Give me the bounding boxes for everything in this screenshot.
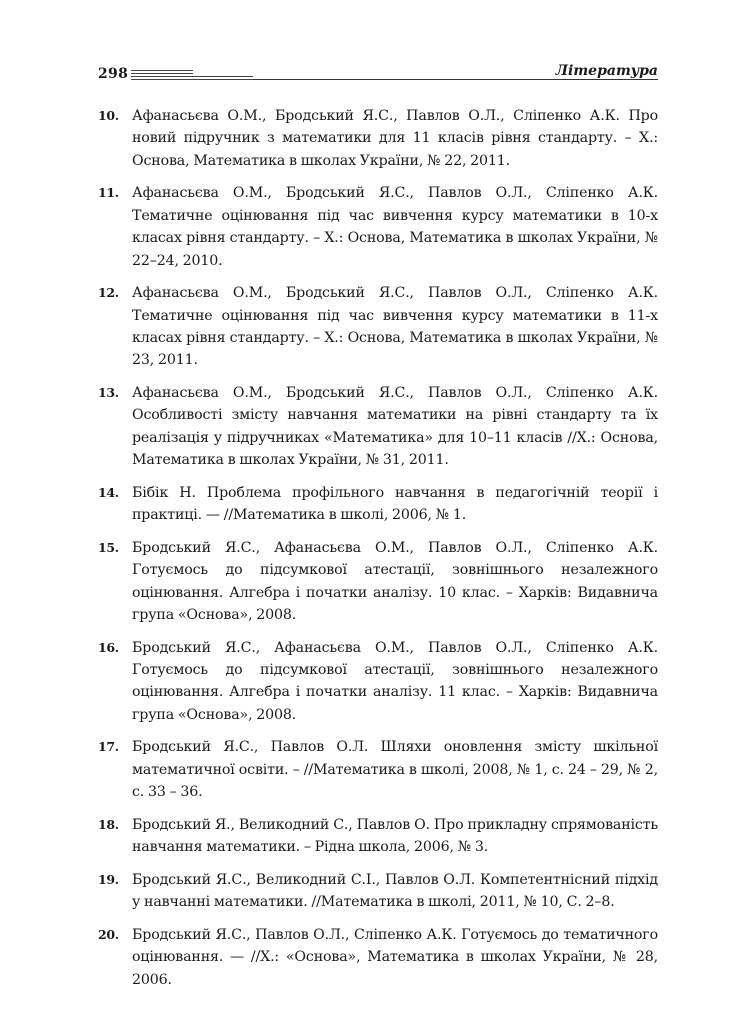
reference-number: 14. xyxy=(98,484,119,500)
reference-item xyxy=(98,869,658,914)
reference-list xyxy=(98,105,658,1001)
page-header xyxy=(98,64,658,86)
reference-item xyxy=(98,105,658,172)
reference-text: Афанасьєва О.М., Бродський Я.С., Павлов О.Л., Сліпенко А.К. Про новий підручник з математики для 11 класів рівня стандарту. – Х.: Основа, Математика в школах України, № 22, 2011. xyxy=(132,108,658,169)
reference-item xyxy=(98,537,658,627)
reference-item xyxy=(98,382,658,472)
reference-number: 19. xyxy=(98,871,119,887)
reference-item xyxy=(98,637,658,727)
reference-text: Бродський Я.С., Великодний С.І., Павлов О.Л. Компетентнісний підхід у навчанні математики. //Математика в школі, 2011, № 10, С. 2–8. xyxy=(132,871,658,911)
reference-text: Бродський Я.С., Павлов О.Л., Сліпенко А.К. Готуємось до тематичного оцінювання. — //Х.: «Основа», Математика в школах України, № 28, 2006. xyxy=(132,926,658,988)
section-title: Література xyxy=(555,63,658,79)
header-ornament-lines xyxy=(131,70,253,82)
reference-item xyxy=(98,482,658,527)
reference-text: Бродський Я.С., Афанасьєва О.М., Павлов О.Л., Сліпенко А.К. Готуємось до підсумкової атестації, зовнішнього незалежного оцінювання. Алгебра і початки аналізу. 11 клас. – Харків: Видавнича група «Основа», 2008. xyxy=(132,639,658,723)
header-rule xyxy=(253,79,658,80)
reference-item xyxy=(98,182,658,272)
reference-number: 17. xyxy=(98,739,119,755)
reference-number: 13. xyxy=(98,385,119,401)
reference-number: 12. xyxy=(98,285,119,301)
reference-number: 16. xyxy=(98,639,119,655)
reference-item xyxy=(98,814,658,859)
reference-number: 18. xyxy=(98,816,119,832)
reference-text: Бродський Я.С., Павлов О.Л. Шляхи оновлення змісту шкільної математичної освіти. – //Математика в школі, 2008, № 1, с. 24 – 29, № 2, с. 33 – 36. xyxy=(132,739,658,801)
reference-item xyxy=(98,736,658,803)
reference-text: Бродський Я., Великодний С., Павлов О. Про прикладну спрямованість навчання математики. – Рідна школа, 2006, № 3. xyxy=(132,816,658,856)
reference-item xyxy=(98,282,658,372)
reference-text: Афанасьєва О.М., Бродський Я.С., Павлов О.Л., Сліпенко А.К. Тематичне оцінювання під час вивчення курсу математики в 11-х класах рівня стандарту. – Х.: Основа, Математика в школах України, № 23, 2011. xyxy=(132,285,658,369)
reference-number: 11. xyxy=(98,185,119,201)
reference-number: 10. xyxy=(98,108,119,123)
reference-text: Афанасьєва О.М., Бродський Я.С., Павлов О.Л., Сліпенко А.К. Тематичне оцінювання під час вивчення курсу математики в 10-х класах рівня стандарту. – Х.: Основа, Математика в школах України, № 22–24, 2010. xyxy=(132,185,658,269)
reference-text: Афанасьєва О.М., Бродський Я.С., Павлов О.Л., Сліпенко А.К. Особливості змісту навчання математики на рівні стандарту та їх реалізація у підручниках «Математика» для 10–11 класів //Х.: Основа, Математика в школах України, № 31, 2011. xyxy=(132,385,658,469)
reference-text: Бродський Я.С., Афанасьєва О.М., Павлов О.Л., Сліпенко А.К. Готуємось до підсумкової атестації, зовнішнього незалежного оцінювання. Алгебра і початки аналізу. 10 клас. – Харків: Видавнича група «Основа», 2008. xyxy=(132,539,658,624)
reference-text: Бібік Н. Проблема профільного навчання в педагогічній теорії і практиці. — //Математика в школі, 2006, № 1. xyxy=(132,484,658,524)
reference-item xyxy=(98,924,658,991)
page-number: 298 xyxy=(98,66,129,82)
reference-number: 20. xyxy=(98,926,119,942)
reference-number: 15. xyxy=(98,539,119,555)
